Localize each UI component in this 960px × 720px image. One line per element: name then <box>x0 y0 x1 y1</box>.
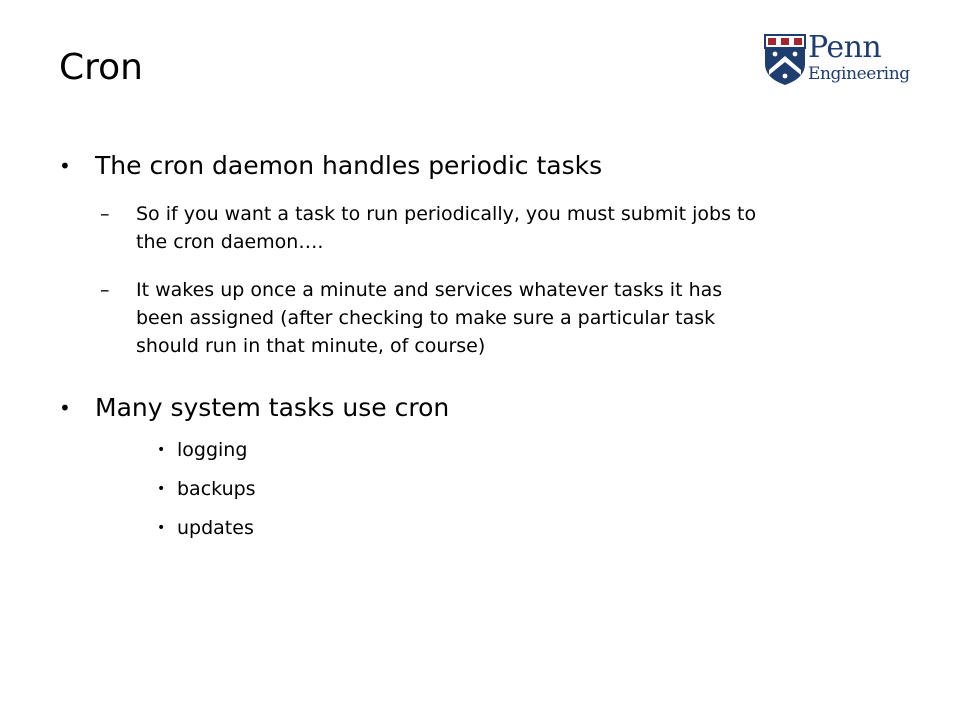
sub-bullet-line: It wakes up once a minute and services whatever tasks it has <box>136 279 723 301</box>
list-item-text: backups <box>177 478 256 500</box>
sub-bullet-line: should run in that minute, of course) <box>136 335 486 357</box>
dash-marker: – <box>100 279 110 301</box>
bullet-marker: • <box>59 154 71 178</box>
sub-bullet-text <box>136 276 906 360</box>
bullet-text: The cron daemon handles periodic tasks <box>95 151 603 180</box>
dash-marker: – <box>100 203 110 225</box>
bullet-text: Many system tasks use cron <box>95 393 450 422</box>
penn-engineering-logo <box>764 30 914 90</box>
bullet-marker: • <box>157 481 166 497</box>
bullet-marker: • <box>157 442 166 458</box>
sub-bullet-text <box>136 200 906 256</box>
slide-title: Cron <box>59 47 143 88</box>
logo-penn-text: Penn <box>808 30 882 65</box>
sub-bullet-line: been assigned (after checking to make sure a particular task <box>136 307 716 329</box>
logo-engineering-text: Engineering <box>808 64 910 84</box>
bullet-marker: • <box>59 396 71 420</box>
sub-bullet-line: the cron daemon…. <box>136 231 324 253</box>
list-item-text: updates <box>177 517 254 539</box>
sub-bullet-line: So if you want a task to run periodically, you must submit jobs to <box>136 203 757 225</box>
penn-shield-icon <box>764 34 806 86</box>
bullet-marker: • <box>157 520 166 536</box>
list-item-text: logging <box>177 439 248 461</box>
